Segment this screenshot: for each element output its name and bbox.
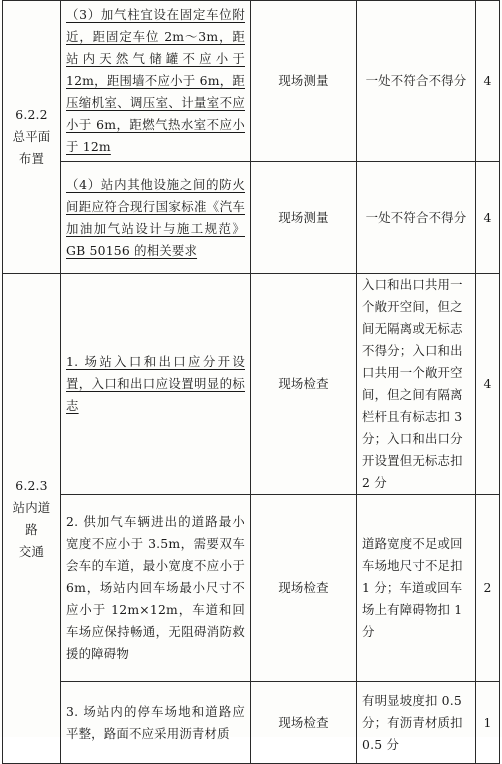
section-title-line: 站内道路 [12,499,51,537]
requirement-cell: 3. 场站内的停车场地和道路应平整，路面不应采用沥青材质 [61,682,251,764]
score-cell: 1 [476,682,500,764]
table-row [3,495,500,682]
criteria-cell: 一处不符合不得分 [357,1,476,162]
criteria-cell: 一处不符合不得分 [357,162,476,274]
criteria-cell: 入口和出口共用一个敞开空间，但之间无隔离或无标志不得分；入口和出口共用一个敞开空间，但之间有隔离栏杆且有标志扣 3 分；入口和出口分开设置但无标志扣 2 分 [357,274,476,495]
section-title-line: 总平面 [12,129,51,144]
table-row [3,162,500,274]
section-title-line: 布置 [18,151,45,166]
section-code: 6.2.3 [15,477,48,493]
method-cell: 现场测量 [251,162,357,274]
method-cell: 现场检查 [251,682,357,764]
inspection-criteria-table [2,0,500,764]
requirement-cell [61,274,251,495]
criteria-cell: 有明显坡度扣 0.5 分；有沥青材质扣 0.5 分 [357,682,476,764]
method-cell: 现场测量 [251,1,357,162]
requirement-cell: 2. 供加气车辆进出的道路最小宽度不应小于 3.5m，需要双车会车的车道，最小宽度不应小于 6m，场站内回车场最小尺寸不应小于 12m×12m，车道和回车场应保持畅通，无阻碍消防救援的障碍物 [61,495,251,682]
section-title-line: 交通 [18,543,45,559]
section-code: 6.2.2 [15,107,48,122]
table-row [3,682,500,764]
requirement-text: （3）加气柱宜设在固定车位附近，距固定车位 2m～3m，距站内天然气储罐不应小于 12m，距围墙不应小于 6m，距压缩机室、调压室、计量室不应小于 6m，距燃气热水室不应小于 12m [66,7,245,154]
method-cell: 现场检查 [251,495,357,682]
requirement-text: （4）站内其他设施之间的防火间距应符合现行国家标准《汽车加油加气站设计与施工规范》GB 50156 的相关要求 [66,176,245,258]
score-cell: 4 [476,1,500,162]
requirement-text: 1. 场站入口和出口应分开设置，入口和出口应设置明显的标志 [66,354,245,413]
section-6-2-3-cell [3,274,61,764]
table-row [3,274,500,495]
criteria-cell: 道路宽度不足或回车场地尺寸不足扣 1 分；车道或回车场上有障碍物扣 1 分 [357,495,476,682]
score-cell: 2 [476,495,500,682]
requirement-cell [61,1,251,162]
section-6-2-2-cell [3,1,61,274]
requirement-cell [61,162,251,274]
score-cell: 4 [476,274,500,495]
score-cell: 4 [476,162,500,274]
table-row [3,1,500,162]
method-cell: 现场检查 [251,274,357,495]
